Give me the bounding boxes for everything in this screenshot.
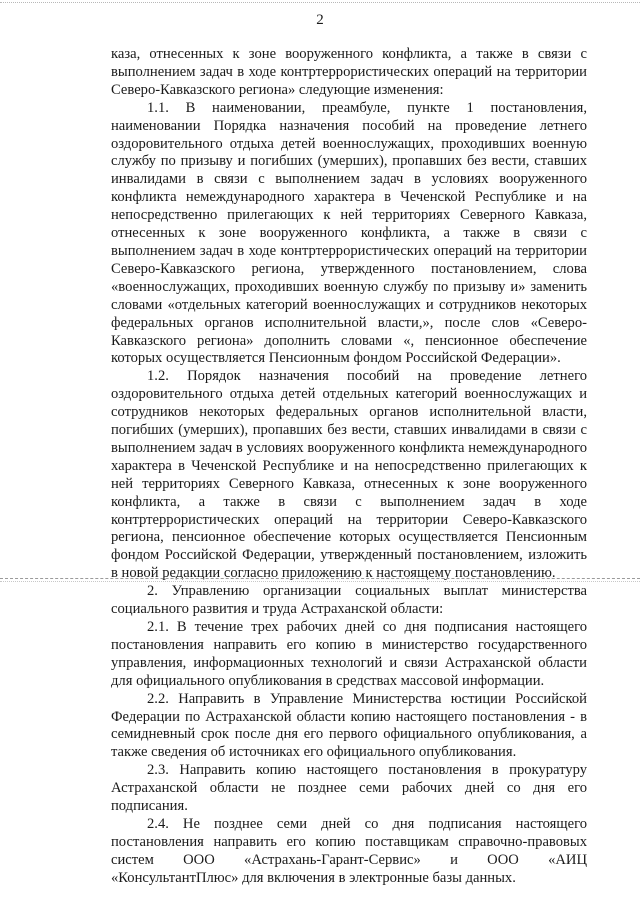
page-number: 2 xyxy=(316,12,324,28)
paragraph-1-2: 1.2. Порядок назначения пособий на проведение летнего оздоровительного отдыха детей отдельных категорий военнослужащих и сотрудников некоторых федеральных органов исполнительной власти, погибших (умерших), пропавших без вести, ставших инвалидами в связи с выполнением задач в условиях вооруженного конфликта немеждународного характера в Чеченской Республике и на непосредственно прилегающих к ней территориях Северного Кавказа, отнесенных к зоне вооруженного конфликта, а также в связи с выполнением задач в ходе контртеррористических операций на территории Северо-Кавказского региона, пенсионное обеспечение которых осуществляется Пенсионным фондом Российской Федерации, утвержденный постановлением, изложить в новой редакции согласно приложению к настоящему постановлению. xyxy=(111,368,587,582)
paragraph-2: 2. Управлению организации социальных выплат министерства социального развития и труда Астраханской области: xyxy=(111,583,587,618)
paragraph-2-3: 2.3. Направить копию настоящего постановления в прокуратуру Астраханской области не позднее семи рабочих дней со дня его подписания. xyxy=(111,762,587,815)
paragraph-1-1: 1.1. В наименовании, преамбуле, пункте 1 постановления, наименовании Порядка назначения пособий на проведение летнего оздоровительного отдыха детей военнослужащих, проходивших военную службу по призыву и погибших (умерших), пропавших без вести, ставших инвалидами в связи с выполнением задач в условиях вооруженного конфликта немеждународного характера в Чеченской Республике и на непосредственно прилегающих к ней территориях Северного Кавказа, отнесенных к зоне вооруженного конфликта, а также в связи с выполнением задач в ходе контртеррористических операций на территории Северо-Кавказского региона, утвержденного постановлением, слова «военнослужащих, проходивших военную службу по призыву и» заменить словами «отдельных категорий военнослужащих и сотрудников некоторых федеральных органов исполнительной власти,», после слов «Северо-Кавказского региона» дополнить словами «, пенсионное обеспечение которых осуществляется Пенсионным фондом Российской Федерации». xyxy=(111,99,587,367)
scan-top-edge xyxy=(0,2,640,3)
paragraph-continuation: каза, отнесенных к зоне вооруженного конфликта, а также в связи с выполнением задач в ходе контртеррористических операций на территории Северо-Кавказского региона» следующие изменения: xyxy=(111,46,587,98)
scan-artifact-line-secondary xyxy=(0,581,640,582)
paragraph-2-4: 2.4. Не позднее семи дней со дня подписания настоящего постановления направить его копию поставщикам справочно-правовых систем ООО «Астрахань-Гарант-Сервис» и ООО «АИЦ «КонсультантПлюс» для включения в электронные базы данных. xyxy=(111,815,587,886)
document-body xyxy=(111,46,587,888)
paragraph-2-2: 2.2. Направить в Управление Министерства юстиции Российской Федерации по Астраханской области копию настоящего постановления - в семидневный срок после дня его первого официального опубликования, а также сведения об источниках его официального опубликования. xyxy=(111,690,587,761)
scan-artifact-line xyxy=(0,578,640,579)
paragraph-2-1: 2.1. В течение трех рабочих дней со дня подписания настоящего постановления направить его копию в министерство государственного управления, информационных технологий и связи Астраханской области для официального опубликования в средствах массовой информации. xyxy=(111,619,587,689)
